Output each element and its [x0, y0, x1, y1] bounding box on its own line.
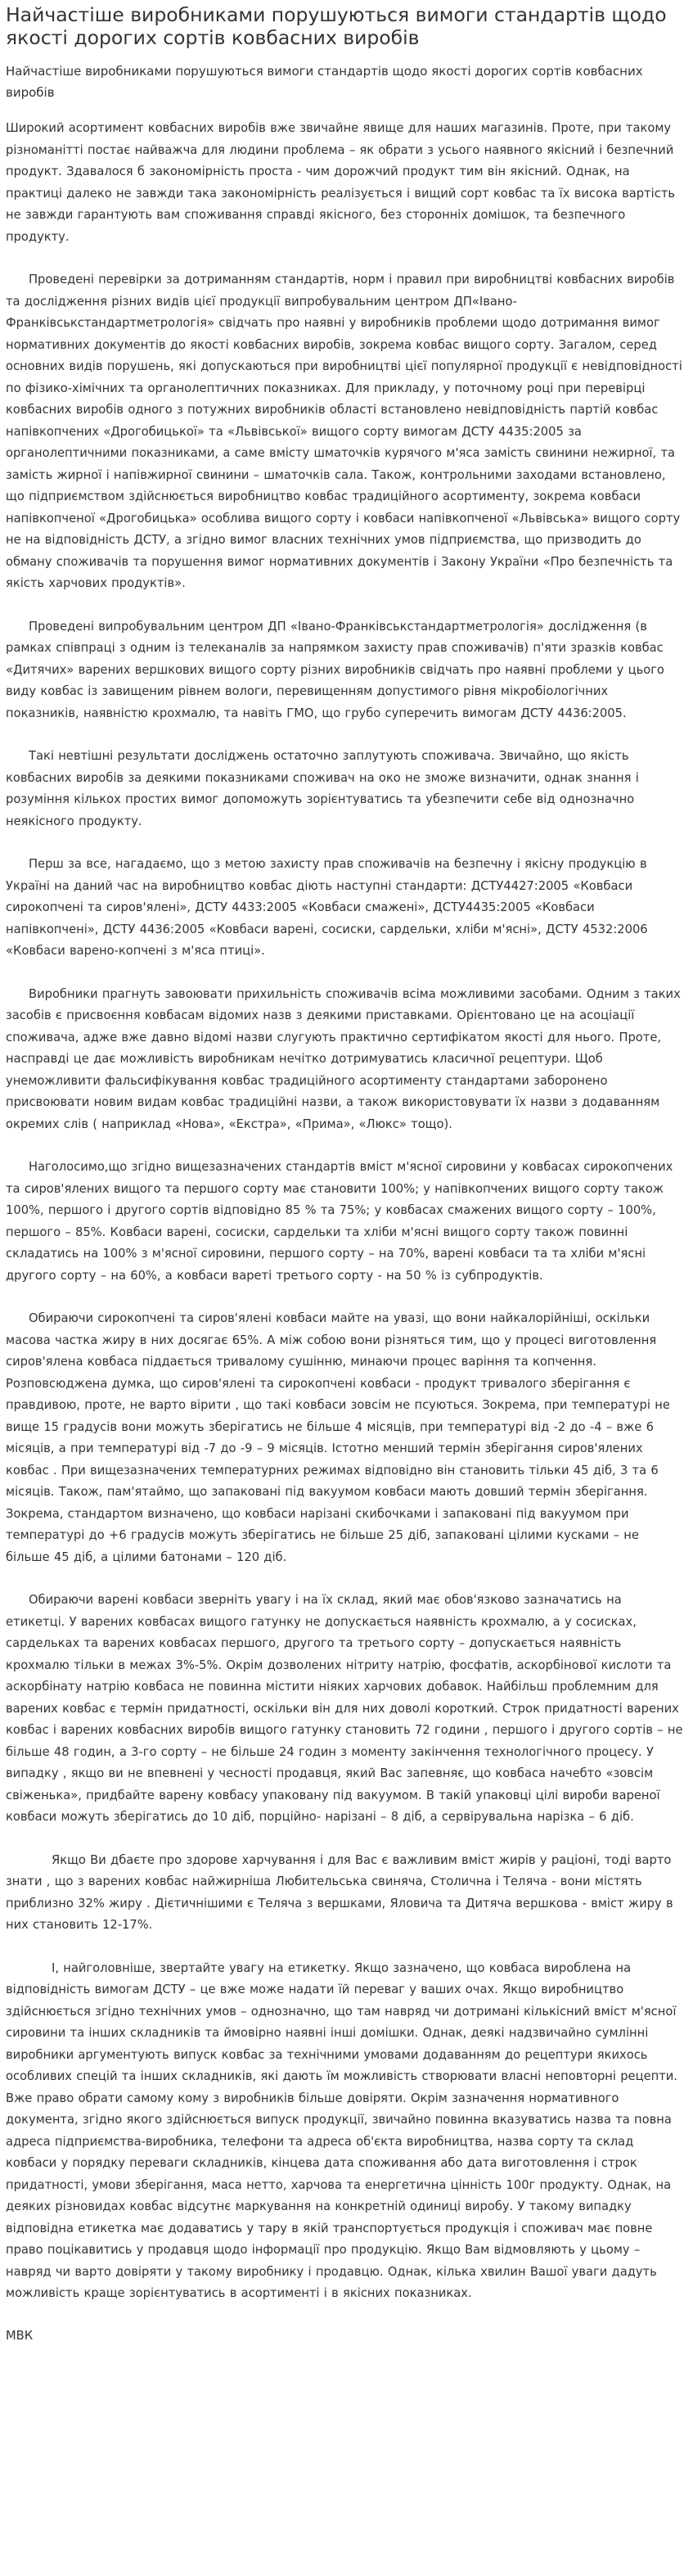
article-title: Найчастіше виробниками порушуються вимоги стандартів щодо якості дорогих сортів ковбасних виробів — [6, 3, 667, 49]
paragraph-meat-content: Наголосимо,що згідно вищезазначених стандартів вміст м'ясної сировини у ковбасах сирокопчених та сиров'ялених вищого та першого сорту має становити 100%; у напівкопчених вищого сорту також 100%, першого і другого сортів відповідно 85 % та 75%; у ковбасах смажених вищого сорту – 100%, першого – 85%. Ковбаси варені, сосиски, сардельки та хліби м'ясні вищого сорту також повинні складатись на 100% з м'ясної сировини, першого сорту – на 70%, варені ковбаси та та хліби м'ясні другого сорту – на 60%, а ковбаси вареті третього сорту - на 50 % із субпродуктів. — [6, 1160, 673, 1283]
article-page — [6, 0, 683, 2346]
paragraph-fat-content: Якщо Ви дбаєте про здорове харчування і для Вас є важливим вміст жирів у раціоні, тоді варто знати , що з варених ковбас найжирніша Любительська свиняча, Столична і Телячa - вони містять приблизно 32% жиру . Дієтичнішими є Теляча з вершками, Яловича та Дитяча вершкова - вміст жиру в них становить 12-17%. — [6, 1852, 673, 1932]
paragraph-names: Виробники прагнуть завоювати прихильність споживачів всіма можливими засобами. Одним з таких засобів є присвоєння ковбасам відомих назв з деякими приставками. Орієнтовано це на асоціації споживача, адже вже давно відомі назви слугують практично сертифікатом якості для нього. Проте, насправді це дає можливість виробникам нечітко дотримуватись класичної рецептури. Щоб унеможливити фальсифікування ковбас традиційного асортименту стандартами заборонено присвоювати новим видам ковбас традиційні назви, а також використовувати їх назви з додаванням окремих слів ( наприклад «Нова», «Екстра», «Прима», «Люкс» тощо). — [6, 986, 681, 1131]
article-signature: МВК — [6, 2328, 34, 2343]
paragraph-results: Такі невтішні результати досліджень остаточно заплутують споживача. Звичайно, що якість ковбасних виробів за деякими показниками споживач на око не зможе визначити, однак знання і розуміння кількох простих вимог допоможуть зорієнтуватись та убезпечити себе від однозначно неякісного продукту. — [6, 749, 639, 828]
paragraph-smoked-sausages: Обираючи сирокопчені та сиров'ялені ковбаси майте на увазі, що вони найкалорійніші, оскільки масова частка жиру в них досягає 65%. А між собою вони різняться тим, що у процесі виготовлення сиров'ялена ковбаса піддається тривалому сушінню, минаючи процес варіння та копчення. Розповсюджена думка, що сиров'ялені та сирокопчені ковбаси - продукт тривалого зберігання є правдивою, проте, не варто вірити , що такі ковбаси зовсім не псуються. Зокрема, при температурі не вище 15 градусів вони можуть зберігатись не більше 4 місяців, при температурі від -2 до -4 – вже 6 місяців, а при температурі від -7 до -9 – 9 місяців. Істотно менший термін зберігання сиров'ялених ковбас . При вищезазначених температурних режимах відповідно він становить тільки 45 діб, 3 та 6 місяців. Також, пам'ятаймо, що запаковані під вакуумом ковбаси мають довший термін зберігання. Зокрема, стандартом визначено, що ковбаси нарізані скибочками і запаковані під вакуумом при температурі до +6 градусів можуть зберігатись не більше 25 діб, запаковані цілими кусками – не більше 45 діб, а цілими батонами – 120 діб. — [6, 1311, 670, 1564]
paragraph-intro: Широкий асортимент ковбасних виробів вже звичайне явище для наших магазинів. Проте, при такому різноманітті постає найважча для людини проблема – як обрати з усього наявного якісний і безпечний продукт. Здавалося б закономірність проста - чим дорожчий продукт тим він якісний. Однак, на практиці далеко не завжди така закономірність реалізується і вищий сорт ковбас та їх висока вартість не завжди гарантують вам споживання справді якісного, без сторонніх домішок, та безпечного продукту. — [6, 121, 676, 244]
article-lead: Найчастіше виробниками порушуються вимоги стандартів щодо якості дорогих сортів ковбасних виробів — [6, 64, 643, 100]
paragraph-standards: Перш за все, нагадаємо, що з метою захисту прав споживачів на безпечну і якісну продукцію в Україні на даний час на виробництво ковбас діють наступні стандарти: ДСТУ4427:2005 «Ковбаси сирокопчені та сиров'ялені», ДСТУ 4433:2005 «Ковбаси смажені», ДСТУ4435:2005 «Ковбаси напівкопчені», ДСТУ 4436:2005 «Ковбаси варені, сосиски, сардельки, хліби м'ясні», ДСТУ 4532:2006 «Ковбаси варено-копчені з м'яса птиці». — [6, 857, 648, 958]
article-body — [6, 118, 683, 2305]
paragraph-inspections: Проведені перевірки за дотриманням стандартів, норм і правил при виробництві ковбасних виробів та дослідження різних видів цієї продукції випробувальним центром ДП«Івано-Франківськстандартметрологія» свідчать про наявні у виробників проблеми щодо дотримання вимог нормативних документів до якості ковбасних виробів, зокрема ковбас вищого сорту. Загалом, серед основних видів порушень, які допускаються при виробництві цієї популярної продукції є невідповідності по фізико-хімічних та органолептичних показниках. Для прикладу, у поточному році при перевірці ковбасних виробів одного з потужних виробників області встановлено невідповідність партій ковбас напівкопчених «Дрогобицької» та «Львівської» вищого сорту вимогам ДСТУ 4435:2005 за органолептичними показниками, а саме вмісту шматочків курячого м'яса замість свинини нежирної, та замість жирної і напівжирної свинини – шматочків сала. Також, контрольними заходами встановлено, що підприємством здійснюється виробництво ковбас традиційного асортименту, зокрема ковбаси напівкопченої «Дрогобицька» особлива вищого сорту і ковбаси напівкопченої «Львівська» вищого сорту не на відповідність ДСТУ, а згідно вимог власних технічних умов підприємства, що призводить до обману споживачів та порушення вимог нормативних документів і Закону України «Про безпечність та якість харчових продуктів». — [6, 273, 682, 590]
paragraph-label: І, найголовніше, звертайте увагу на етикетку. Якщо зазначено, що ковбаса вироблена на відповідність вимогам ДСТУ – це вже може надати їй переваг у ваших очах. Якщо виробництво здійснюється згідно технічних умов – однозначно, що там навряд чи дотримані кількісний вміст м'ясної сировини та інших складників та ймовірно наявні інші домішки. Однак, деякі надзвичайно сумлінні виробники аргументують випуск ковбас за технічними умовами додаванням до рецептури якихось особливих спецій та інших складників, які дають їм можливість створювати власні неповторні рецепти. Вже право обрати самому кому з виробників більше довіряти. Окрім зазначення нормативного документа, згідно якого здійснюється випуск продукції, звичайно повинна вказуватись назва та повна адреса підприємства-виробника, телефони та адреса об'єкта виробництва, назва сорту та склад ковбаси у порядку переваги складників, кінцева дата споживання або дата виготовлення і строк придатності, умови зберігання, маса нетто, харчова та енергетична цінність 100г продукту. Однак, на деяких різновидах ковбас відсутнє маркування на конкретній одиниці виробу. У такому випадку відповідна етикетка має додаватись у тару в якій транспортується продукція і споживач має повне право поцікавитись у продавця щодо інформації про продукцію. Якщо Вам відмовляють у цьому – навряд чи варто довіряти у такому виробнику і продавцю. Однак, кілька хвилин Вашої уваги дадуть можливість краще зорієнтуватись в асортименті і в якісних показниках. — [6, 1960, 677, 2300]
paragraph-boiled-sausages: Обираючи варені ковбаси зверніть увагу і на їх склад, який має обов'язково зазначатись на етикетці. У варених ковбасах вищого гатунку не допускається наявність крохмалю, а у сосисках, сардельках та варених ковбасах першого, другого та третього сорту – допускається наявність крохмалю тільки в межах 3%-5%. Окрім дозволених нітриту натрію, фосфатів, аскорбінової кислоти та аскорбінату натрію ковбаса не повинна містити ніяких харчових добавок. Найбільш проблемним для варених ковбас є термін придатності, оскільки він для них доволі короткий. Строк придатності варених ковбас і варених ковбасних виробів вищого гатунку становить 72 години , першого і другого сортів – не більше 48 годин, а 3-го сорту – не більше 24 годин з моменту закінчення технологічного процесу. У випадку , якщо ви не впевнені у чесності продавця, який Вас запевняє, що ковбаса начебто «зовсім свіженька», придбайте варену ковбасу упаковану під вакуумом. В такій упаковці цілі вироби вареної ковбаси можуть зберігатись до 10 діб, порційно- нарізані – 8 діб, а сервірувальна нарізка – 6 діб. — [6, 1593, 683, 1824]
paragraph-study: Проведені випробувальним центром ДП «Івано-Франківськстандартметрологія» дослідження (в рамках співпраці з одним із телеканалів за напрямком захисту прав споживачів) п'яти зразків ковбас «Дитячих» варених вершкових вищого сорту різних виробників свідчать про наявні проблеми у цього виду ковбас із завищеним рівнем вологи, перевищенням допустимого рівня мікробіологічних показників, наявністю крохмалю, та навіть ГМО, що грубо суперечить вимогам ДСТУ 4436:2005. — [6, 619, 664, 720]
